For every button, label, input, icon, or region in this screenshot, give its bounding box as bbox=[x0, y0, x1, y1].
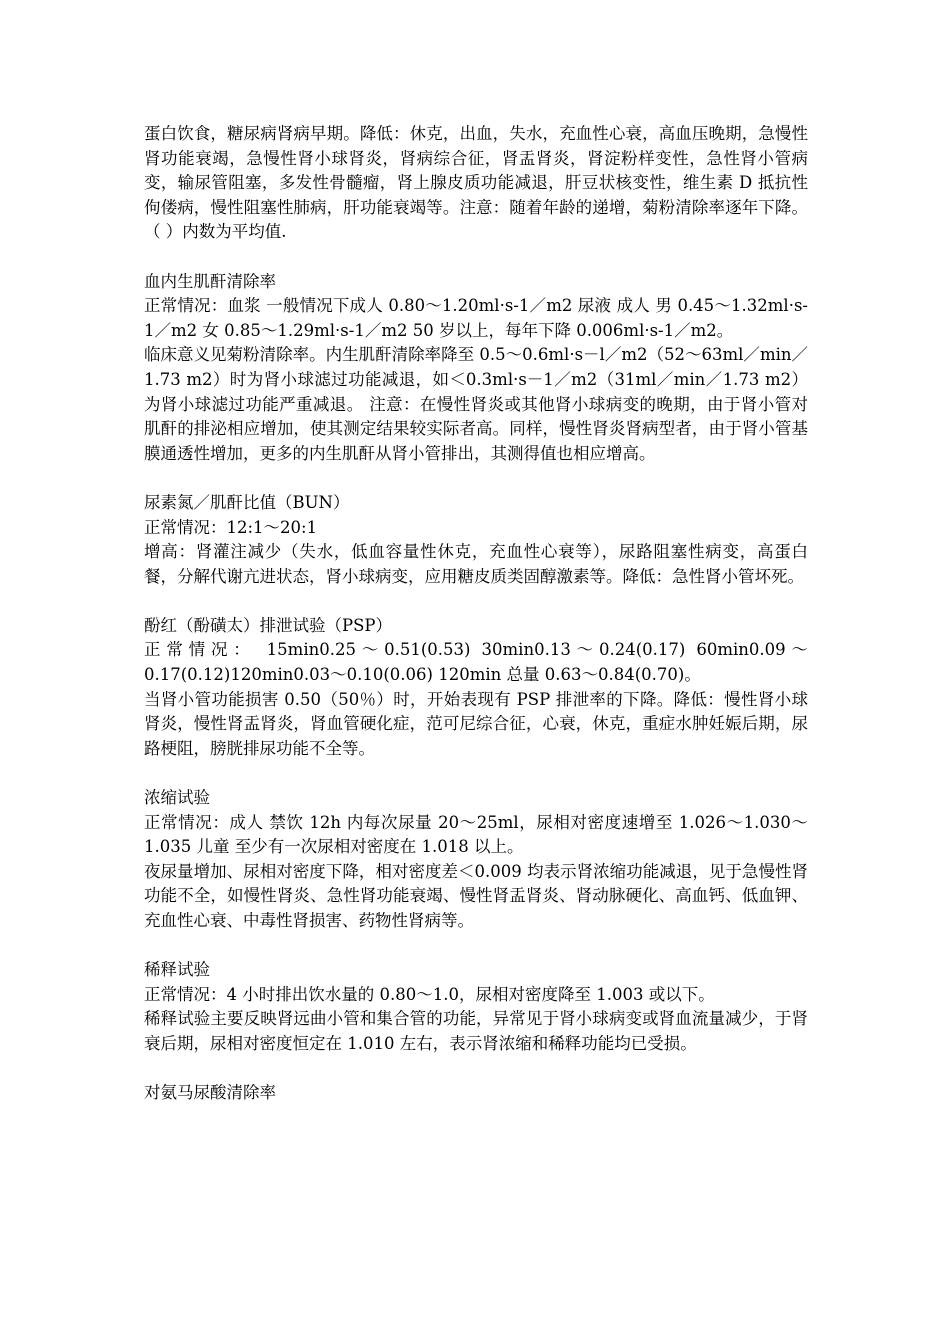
section-body: 夜尿量增加、尿相对密度下降，相对密度差＜0.009 均表示肾浓缩功能减退，见于急慢性肾功能不全，如慢性肾炎、急性肾功能衰竭、慢性肾盂肾炎、肾动脉硬化、高血钙、低血钾、充血性心衰、中毒性肾损害、药物性肾病等。 bbox=[144, 861, 808, 930]
section-normal: 正常情况： 15min0.25～0.51(0.53) 30min0.13～0.24(0.17) 60min0.09～0.17(0.12)120min0.03～0.10(0.06) 120min 总量 0.63～0.84(0.70)。 bbox=[144, 640, 808, 685]
section-body: 临床意义见菊粉清除率。内生肌酐清除率降至 0.5～0.6ml·s－l／m2（52～63ml／min／1.73 m2）时为肾小球滤过功能减退，如＜0.3ml·s－1／m2（31ml／min／1.73 m2）为肾小球滤过功能严重减退。 注意：在慢性肾炎或其他肾小球病变的晚期，由于肾小管对肌酐的排泌相应增加，使其测定结果较实际者高。同样，慢性肾炎肾病型者，由于肾小管基膜通透性增加，更多的内生肌酐从肾小管排出，其测得值也相应增高。 bbox=[144, 345, 808, 463]
section-normal: 正常情况：血浆 一般情况下成人 0.80～1.20ml·s-1／m2 尿液 成人 男 0.45～1.32ml·s-1／m2 女 0.85～1.29ml·s-1／m2 50 岁以上，每年下降 0.006ml·s-1／m2。 bbox=[144, 296, 808, 340]
document-page bbox=[144, 122, 808, 1106]
section-title: 稀释试验 bbox=[144, 960, 210, 980]
section-body: 增高：肾灌注减少（失水，低血容量性休克，充血性心衰等），尿路阻塞性病变，高蛋白餐，分解代谢亢进状态，肾小球病变，应用糖皮质类固醇激素等。降低：急性肾小管坏死。 bbox=[144, 542, 808, 586]
paragraph-gap bbox=[144, 245, 808, 270]
section-body: 当肾小管功能损害 0.50（50％）时，开始表现有 PSP 排泄率的下降。降低：慢性肾小球肾炎，慢性肾盂肾炎，肾血管硬化症，范可尼综合征，心衰，休克，重症水肿妊娠后期，尿路梗阻，膀胱排尿功能不全等。 bbox=[144, 689, 808, 758]
section-title: 尿素氮／肌酐比值（BUN） bbox=[144, 492, 350, 512]
section-title: 对氨马尿酸清除率 bbox=[144, 1083, 276, 1103]
intro-paragraph: 蛋白饮食，糖尿病肾病早期。降低：休克，出血，失水，充血性心衰，高血压晚期，急慢性肾功能衰竭，急慢性肾小球肾炎，肾病综合征，肾盂肾炎，肾淀粉样变性，急性肾小管病变，输尿管阻塞，多发性骨髓瘤，肾上腺皮质功能减退，肝豆状核变性，维生素 D 抵抗性佝偻病，慢性阻塞性肺病，肝功能衰竭等。注意：随着年龄的递增，菊粉清除率逐年下降。（ ）内数为平均值. bbox=[144, 124, 808, 242]
section-normal: 正常情况：成人 禁饮 12h 内每次尿量 20～25ml，尿相对密度速增至 1.026～1.030～1.035 儿童 至少有一次尿相对密度在 1.018 以上。 bbox=[144, 812, 808, 857]
section-title: 浓缩试验 bbox=[144, 788, 210, 808]
paragraph-gap bbox=[144, 761, 808, 786]
paragraph-gap bbox=[144, 934, 808, 959]
paragraph-gap bbox=[144, 1057, 808, 1082]
paragraph-gap bbox=[144, 589, 808, 614]
section-title: 血内生肌酐清除率 bbox=[144, 271, 276, 291]
section-normal: 正常情况：12:1～20:1 bbox=[144, 517, 318, 537]
section-body: 稀释试验主要反映肾远曲小管和集合管的功能，异常见于肾小球病变或肾血流量减少，于肾衰后期，尿相对密度恒定在 1.010 左右，表示肾浓缩和稀释功能均已受损。 bbox=[144, 1009, 808, 1053]
section-title: 酚红（酚磺太）排泄试验（PSP） bbox=[144, 615, 393, 635]
section-normal: 正常情况：4 小时排出饮水量的 0.80～1.0，尿相对密度降至 1.003 或以下。 bbox=[144, 984, 715, 1004]
paragraph-gap bbox=[144, 466, 808, 491]
